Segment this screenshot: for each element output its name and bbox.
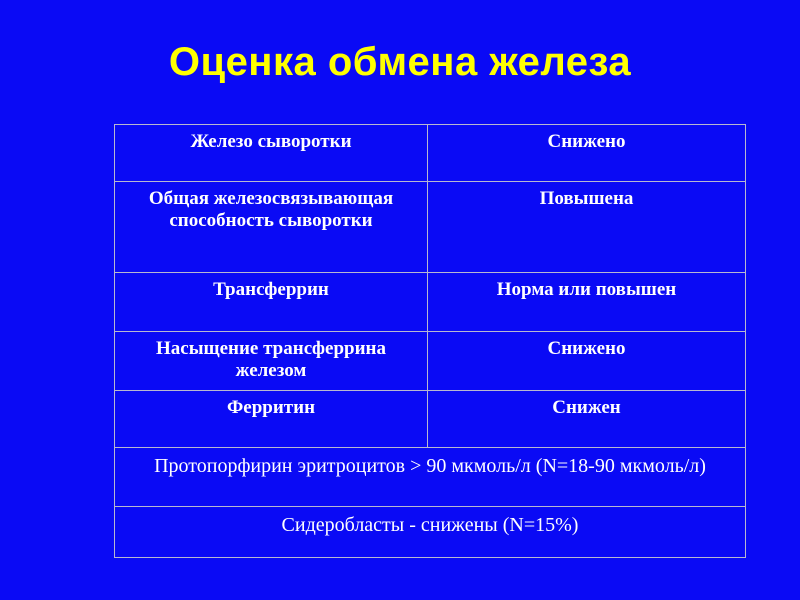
table-row — [115, 391, 746, 448]
value-cell: Снижен — [428, 391, 746, 448]
iron-metabolism-table — [114, 124, 746, 558]
param-cell: Железо сыворотки — [115, 125, 428, 182]
full-width-cell: Протопорфирин эритроцитов > 90 мкмоль/л (N=18-90 мкмоль/л) — [115, 448, 746, 507]
table-row — [115, 125, 746, 182]
full-width-cell: Сидеробласты - снижены (N=15%) — [115, 507, 746, 558]
table-row — [115, 332, 746, 391]
value-cell: Снижено — [428, 332, 746, 391]
param-cell: Ферритин — [115, 391, 428, 448]
table-row — [115, 448, 746, 507]
table-row — [115, 182, 746, 273]
table-row — [115, 507, 746, 558]
value-cell: Снижено — [428, 125, 746, 182]
param-cell: Общая железосвязывающая способность сыворотки — [115, 182, 428, 273]
value-cell: Норма или повышен — [428, 273, 746, 332]
param-cell: Насыщение трансферрина железом — [115, 332, 428, 391]
param-cell: Трансферрин — [115, 273, 428, 332]
page-title: Оценка обмена железа — [168, 40, 632, 84]
value-cell: Повышена — [428, 182, 746, 273]
table-row — [115, 273, 746, 332]
